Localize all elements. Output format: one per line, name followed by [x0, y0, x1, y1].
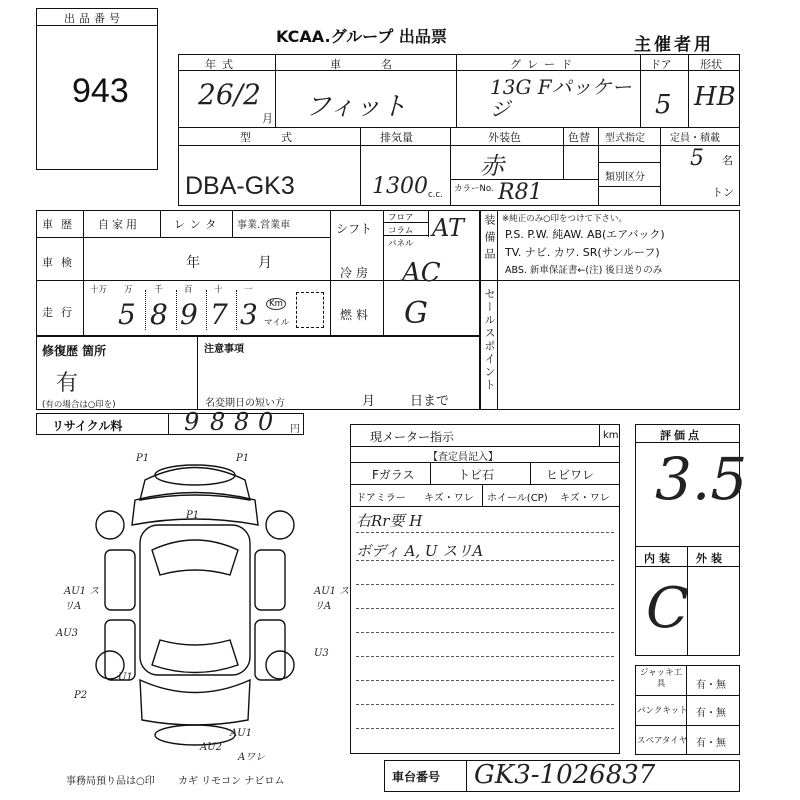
capacity-header: 定員・積載 [670, 133, 720, 144]
damage-mark: AU3 [56, 628, 79, 639]
lot-label: 出品番号 [64, 12, 124, 25]
spare-label: スペアタイヤ [637, 736, 688, 746]
repair-label: 修復歴 箇所 [42, 344, 107, 358]
business-option: 事業.営業車 [237, 220, 291, 231]
due-month: 月 [362, 394, 376, 409]
wheel-label: ホイール(CP) [487, 493, 548, 504]
damage-mark: AU1 スリA [314, 586, 350, 612]
damage-mark: U3 [314, 648, 329, 659]
mileage-label: 走行 [42, 306, 80, 319]
equipment-label: 装備品 [483, 214, 496, 265]
digit-head: 十 [214, 285, 223, 295]
inspection-year: 年 [186, 255, 200, 271]
recycle-digit: 8 [234, 408, 250, 436]
jack-yes-no: 有・無 [696, 680, 726, 691]
car-diagram [90, 455, 300, 755]
color-code-label: カラーNo. [454, 184, 494, 194]
shift-column: コラム [388, 226, 414, 236]
mile-unit: マイル [264, 318, 290, 328]
damage-mark: Aワレ [238, 752, 266, 763]
chassis-number: GK3-1026837 [474, 760, 656, 790]
digit-head: 十万 [90, 285, 108, 295]
inspector-label: 【査定員記入】 [428, 452, 498, 463]
grade-value: 13G Fパッケージ [490, 75, 632, 121]
meter-label: 現メーター指示 [370, 430, 455, 444]
repair-note: (有の場合は○印を) [42, 400, 116, 410]
model-value: DBA-GK3 [185, 172, 295, 200]
lot-number: 943 [72, 72, 129, 110]
mirror-label: ドアミラー [356, 493, 406, 504]
digit-head: 一 [244, 285, 253, 295]
eval-label: 評価点 [660, 429, 702, 442]
recycle-digit: 8 [210, 408, 226, 436]
grade-header: グレード [510, 58, 578, 71]
shift-floor: フロア [388, 213, 414, 223]
spare-yes-no: 有・無 [696, 738, 726, 749]
shape-header: 形状 [700, 58, 722, 71]
cc-unit: c.c. [428, 190, 443, 200]
inspection-label: 車検 [42, 256, 80, 269]
yen-unit: 円 [290, 424, 300, 435]
displacement-header: 排気量 [380, 131, 413, 144]
puncture-label: パンクキット [637, 706, 688, 716]
damage-mark: U1 [118, 672, 133, 683]
damage-mark: AU1 スリA [64, 586, 100, 612]
shift-label: シフト [336, 222, 373, 236]
recycle-digit: 0 [258, 408, 274, 436]
damage-mark: P1 [136, 453, 150, 464]
year-header: 年式 [205, 58, 239, 71]
fuel-label: 燃料 [340, 308, 373, 322]
interior-label: 内装 [644, 552, 674, 565]
inspection-line: 右Rr要 H [356, 512, 423, 530]
inspection-month: 月 [258, 255, 272, 271]
car-header: 車名 [330, 58, 432, 71]
chassis-label: 車台番号 [392, 770, 441, 784]
car-name-value: フィット [305, 92, 407, 122]
header-title: KCAA.グループ 出品票 [276, 27, 447, 46]
mileage-extra-box [296, 292, 324, 328]
private-option: 自家用 [98, 218, 140, 231]
ton-unit: トン [712, 186, 734, 199]
history-label: 車歴 [42, 218, 80, 231]
sales-point-label: セールスポイント [483, 288, 496, 392]
equipment-line-2: TV. ナビ. カワ. SR(サンルーフ) [505, 246, 660, 259]
inspection-line: ボディ A, U スリA [356, 542, 484, 560]
damage-mark: AU1 [230, 728, 253, 739]
doors-value: 5 [655, 90, 672, 120]
meter-km: km [603, 430, 619, 441]
interior-score: C [646, 576, 689, 641]
jack-label: ジャッキ工具 [639, 668, 683, 689]
type-designation-header: 型式指定 [605, 133, 645, 144]
stone-label: トビ石 [458, 468, 495, 482]
recycle-digit: 9 [184, 408, 200, 436]
eval-score: 3.5 [655, 445, 748, 513]
office-note: 事務局預り品は○印 [66, 776, 155, 787]
damage-mark: P1 [186, 510, 200, 521]
crack-label: ヒビワレ [546, 468, 595, 482]
mileage-digit: 5 [118, 298, 136, 331]
notes-label: 注意事項 [204, 344, 244, 355]
wheel-scratch: キズ・ワレ [560, 493, 610, 504]
color-value: 赤 [480, 152, 504, 180]
equipment-line-1: P.S. P.W. 純AW. AB(エアバック) [505, 228, 665, 241]
model-header: 型式 [240, 131, 322, 144]
year-value: 26/2 [198, 78, 261, 111]
equipment-note: ※純正のみ○印をつけて下さい。 [502, 214, 628, 224]
door-header: ドア [650, 58, 672, 71]
recycle-label: リサイクル料 [52, 419, 123, 433]
ext-color-header: 外装色 [488, 131, 521, 144]
damage-mark: P2 [74, 690, 88, 701]
digit-head: 千 [154, 285, 163, 295]
color-code-value: R81 [498, 180, 543, 205]
mirror-scratch: キズ・ワレ [424, 493, 474, 504]
ac-value: AC [402, 258, 441, 288]
person-unit: 名 [722, 154, 733, 167]
puncture-yes-no: 有・無 [696, 708, 726, 719]
month-unit: 月 [262, 112, 273, 125]
repair-value: 有 [56, 371, 79, 396]
shape-value: HB [694, 82, 736, 112]
fuel-value: G [404, 296, 428, 331]
keys-label: カギ リモコン ナビロム [178, 776, 285, 787]
color-change-header: 色替 [568, 131, 590, 144]
equipment-line-3: ABS. 新車保証書←(注) 後日送りのみ [505, 265, 663, 276]
digit-head: 百 [184, 285, 193, 295]
mileage-digit: 8 [150, 298, 168, 331]
due-day: 日まで [410, 394, 450, 409]
capacity-value: 5 [690, 146, 704, 171]
class-no-header: 類別区分 [605, 172, 645, 183]
f-glass-label: Fガラス [372, 468, 415, 482]
mileage-digit: 9 [180, 298, 198, 331]
damage-mark: AU2 [200, 742, 223, 753]
rental-option: レンタ [174, 218, 222, 231]
mileage-digit: 7 [210, 298, 228, 331]
shift-panel: パネル [388, 239, 414, 249]
digit-head: 万 [124, 285, 133, 295]
header-tag: 主催者用 [634, 35, 714, 55]
km-unit: Km [266, 298, 286, 310]
damage-mark: P1 [236, 453, 250, 464]
ac-label: 冷房 [340, 266, 373, 280]
mileage-digit: 3 [240, 298, 258, 331]
shift-value: AT [432, 214, 465, 242]
displacement-value: 1300 [372, 174, 428, 199]
exterior-label: 外装 [696, 552, 726, 565]
name-change-label: 名変期日の短い方 [205, 398, 285, 409]
